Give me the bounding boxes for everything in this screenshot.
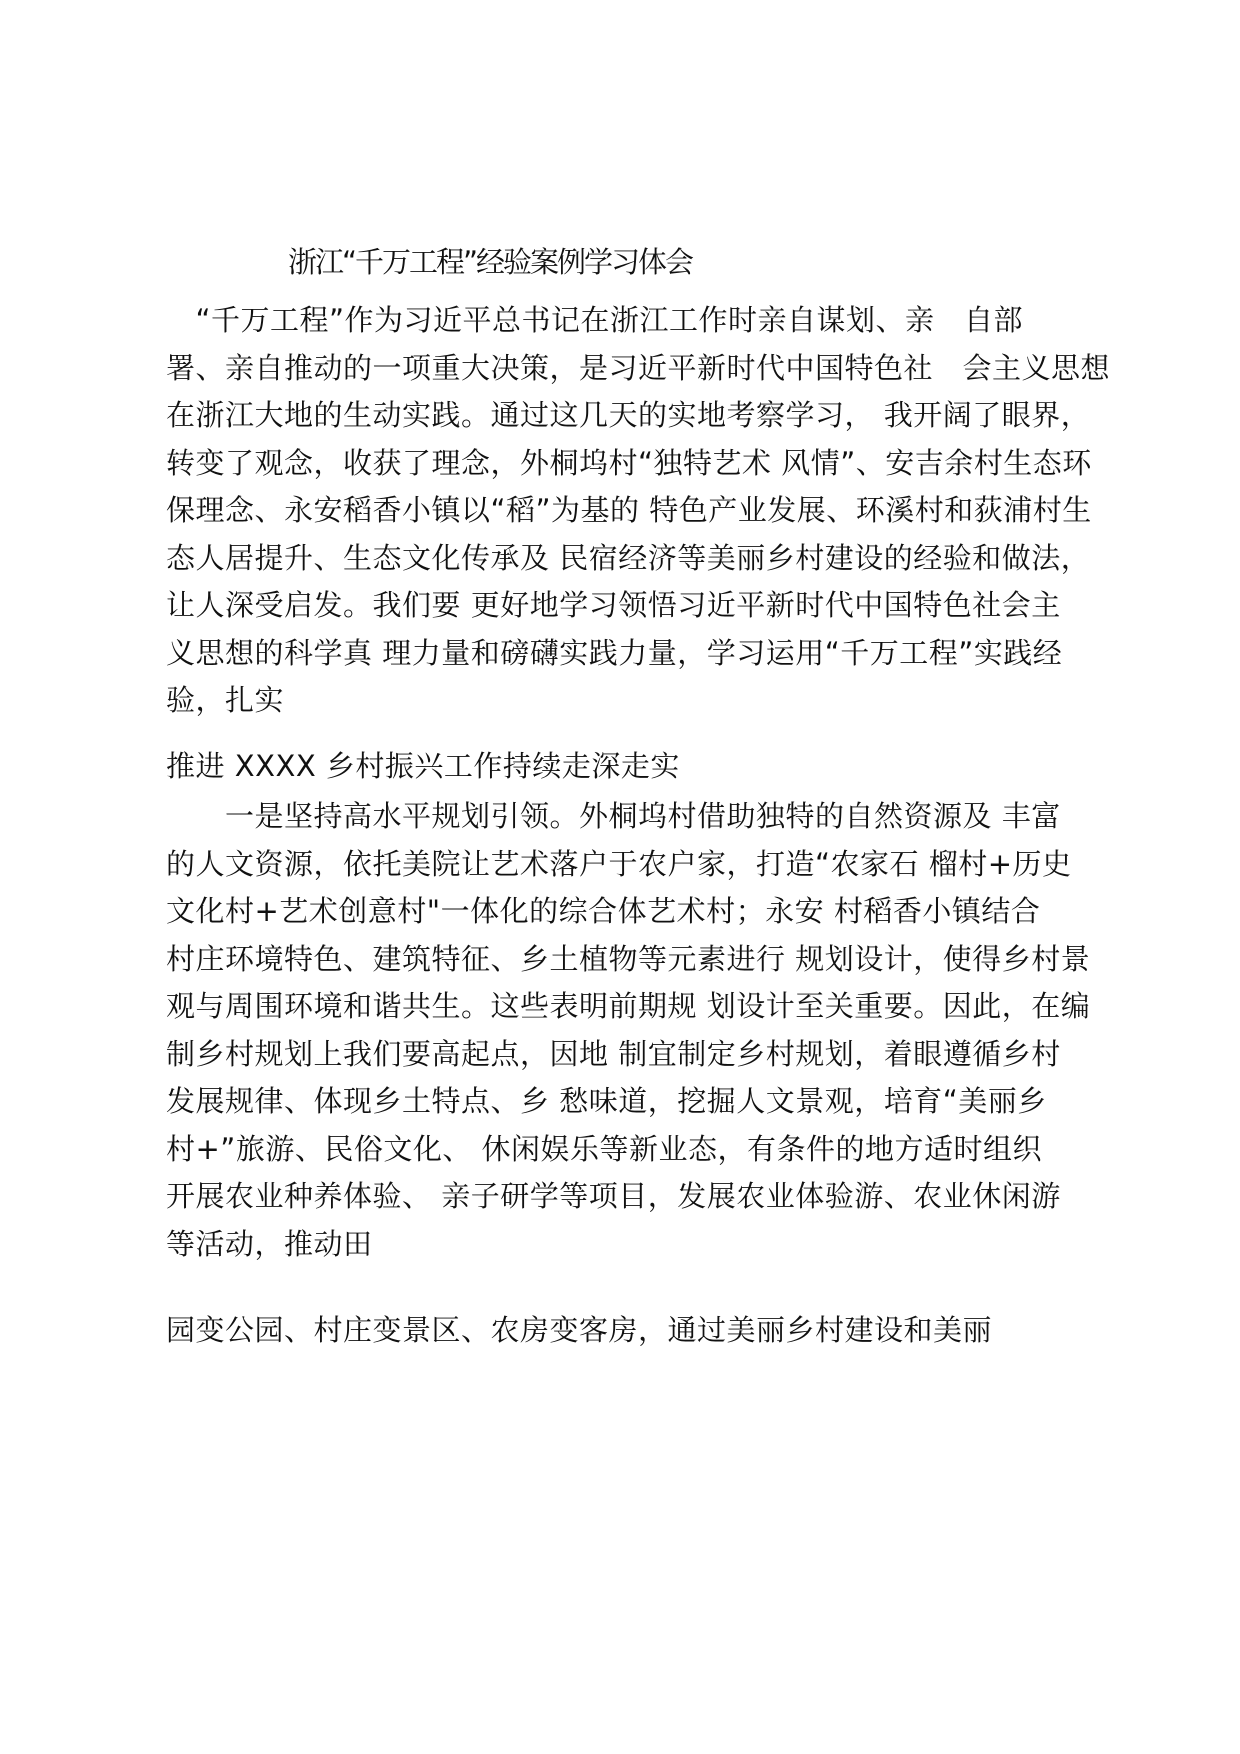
text-line: 等活动，推动田 [166,1226,373,1261]
paragraph-tail [166,1307,1106,1355]
text-line: 义思想的科学真 理力量和磅礴实践力量，学习运用“千万工程”实践经 [166,635,1063,670]
text-line: 观与周围环境和谐共生。这些表明前期规 划设计至关重要。因此，在编 [166,989,1091,1023]
text-line: 验，扎实 [166,683,285,717]
text-line: 在浙江大地的生动实践。通过这几天的实地考察学习， 我开阔了眼界， [166,398,1091,432]
text-line: 园变公园、村庄变景区、农房变客房，通过美丽乡村建设和美丽 [166,1313,993,1347]
paragraph-intro [166,297,1111,725]
text-line: 态人居提升、生态文化传承及 民宿经济等美丽乡村建设的经验和做法， [166,540,1091,575]
text-line: “千万工程”作为习近平总书记在浙江工作时亲自谋划、亲 自部 [166,303,1024,337]
document-title: 浙江“千万工程”经验案例学习体会 [288,245,693,279]
text-line: 村+”旅游、民俗文化、 休闲娱乐等新业态，有条件的地方适时组织 [166,1131,1043,1166]
text-line: 一是坚持高水平规划引领。外桐坞村借助独特的自然资源及 丰富 [166,799,1061,833]
text-line: 开展农业种养体验、 亲子研学等项目，发展农业体验游、农业休闲游 [166,1179,1061,1213]
text-line: 让人深受启发。我们要 更好地学习领悟习近平新时代中国特色社会主 [166,588,1061,622]
text-line: 推进 XXXX 乡村振兴工作持续走深走实 [166,749,680,783]
text-line: 发展规律、体现乡土特点、乡 愁味道，挖掘人文景观，培育“美丽乡 [166,1084,1047,1118]
text-line: 制乡村规划上我们要高起点，因地 制宜制定乡村规划，着眼遵循乡村 [166,1036,1061,1071]
text-line: 署、亲自推动的一项重大决策，是习近平新时代中国特色社 会主义思想 [166,350,1111,385]
text-line: 文化村+艺术创意村"一体化的综合体艺术村；永安 村稻香小镇结合 [166,894,1041,928]
text-line: 转变了观念，收获了理念，外桐坞村“独特艺术 风情”、安吉余村生态环 [166,445,1092,480]
paragraph-planning [166,793,1106,1268]
paragraph-continuation [166,743,1106,791]
text-line: 保理念、永安稻香小镇以“稻”为基的 特色产业发展、环溪村和荻浦村生 [166,493,1092,527]
text-line: 村庄环境特色、建筑特征、乡土植物等元素进行 规划设计，使得乡村景 [166,941,1091,976]
text-line: 的人文资源，依托美院让艺术落户于农户家，打造“农家石 榴村+历史 [166,846,1072,881]
